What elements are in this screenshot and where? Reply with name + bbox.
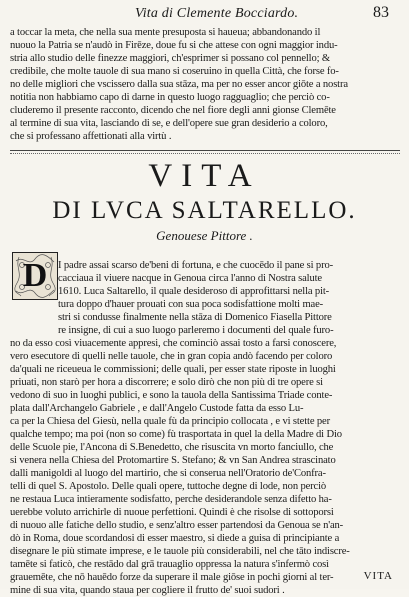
text-line: da'quali ne riceueua le commissioni; delle quali, per esser state riposte in luoghi [10, 364, 336, 375]
text-line: si venera nella Chiesa del Protomartire S. Stefano; & vn San Andrea strascinato [10, 455, 336, 466]
section-divider [10, 150, 400, 151]
text-line: no delle migliori che vscissero dalla sua stāza, ma per no esser ancor giōte a nostra [10, 79, 348, 90]
text-line: no da esso così viuacemente appresi, che cominciò assai tosto a farsi conoscere, [10, 338, 337, 349]
text-line: vedono di suo in luoghi publici, e sono la tauola della Santissima Triade conte- [10, 390, 333, 401]
text-line: nuouo la Patria se n'audò in Firēze, doue fu si che attese con ogni maggior indu- [10, 40, 338, 51]
text-line: re insigne, di cui a suo luogo parleremo i documenti del quale furo- [58, 325, 334, 336]
text-line: che si professano affettionati alla virtù . [10, 131, 172, 142]
text-line: ne restaua Luca intieramente sodisfatto, perche desiderandole senza difetto ha- [10, 494, 332, 505]
text-line: a toccar la meta, che nella sua mente presuposta si haueua; abbandonando il [10, 27, 321, 38]
text-line: mine di sua vita, quando staua per cogliere il frutto de' suoi sudori . [10, 585, 285, 596]
text-line: cacciaua il viuere nacque in Genoua circa l'anno di Nostra salute [58, 273, 322, 284]
text-line: plata dall'Archangelo Gabriele , e dall'Angelo Custode fatta da esso Lu- [10, 403, 304, 414]
text-line: vero esecutore di quelli nelle tauole, che in gran copia andò facendo per coloro [10, 351, 333, 362]
text-line: telli di quel S. Apostolo. Delle quali opere, tuttoche degne di lode, non perciò [10, 481, 327, 492]
text-line: grauemēte, che nō hauēdo forze da superare il male giōse in pochi giorni al ter- [10, 572, 334, 583]
text-line: tura doppo d'hauer prouati con sua poca sodisfattione molti mae- [58, 299, 324, 310]
text-line: ca per la Chiesa del Giesù, nella quale fù da principio collocata , e vi stette per [10, 416, 330, 427]
main-paragraph [10, 259, 396, 597]
drop-cap-letter: D [22, 257, 48, 294]
text-line: delle Scuole pie, l'Ancona di S.Benedetto, che risuscita vn morto fanciullo, che [10, 442, 334, 453]
text-line: qualche tempo; ma poi (non so come) fù trasportata in quel la della Madre di Dio [10, 429, 342, 440]
text-line: disegnare le più stimate imprese, e le tauole più considerabili, nel che tāto indiscre- [10, 546, 350, 557]
chapter-title: VITA [148, 158, 261, 194]
text-line: di nuouo alle fatiche dello studio, e senz'altro esser partendosi da Genoua se n'an- [10, 520, 344, 531]
chapter-subtitle: Genouese Pittore . [156, 228, 253, 243]
text-line: uerebbe voluto arrichirle di nuoue perfettioni. Quindi è che risolse di sottoporsi [10, 507, 334, 518]
text-line: dò in Roma, doue scordandosi di esser maestro, si diede a guisa di principiante a [10, 533, 340, 544]
chapter-subject: DI LVCA SALTARELLO. [52, 197, 357, 224]
section-divider-dotted [10, 153, 400, 154]
text-line: al termine di sua vita, lasciando di se, e dell'opere sue gran desiderio a coloro, [10, 118, 328, 129]
text-line: dalli manigoldi al luogo del martirio, che si conserua nell'Oratorio de'Confra- [10, 468, 326, 479]
page-header [0, 4, 409, 22]
text-line: I padre assai scarso de'beni di fortuna, e che cuocēdo il pane si pro- [58, 260, 333, 271]
text-line: 1610. Luca Saltarello, il quale desideroso di approfittarsi nella pit- [58, 286, 330, 297]
text-line: tamēte si faticò, che restādo dal grā trauaglio oppressa la natura s'infermò così [10, 559, 329, 570]
text-line: notitia non habbiamo capo di darne in questo luogo ragguaglio; che perciò co- [10, 92, 330, 103]
text-line: credibile, che molte tauole di sua mano si coseruino in quella Città, che forse fo- [10, 66, 339, 77]
page-number: 83 [373, 4, 389, 21]
text-line: priuati, non starò per hora a discorrere; e solo dirò che non più di tre opere si [10, 377, 323, 388]
top-paragraph [10, 26, 396, 143]
text-line: stri si condusse finalmente nella stāza di Domenico Fiasella Pittore [58, 312, 332, 323]
text-line: cluderemo il presente racconto, dicendo che nel fiore degli anni gionse Clemēte [10, 105, 336, 116]
catchword: VITA [363, 570, 393, 582]
running-title: Vita di Clemente Bocciardo. [135, 6, 299, 21]
text-line: stria allo studio delle finezze maggiori, ch'esprimer si possano col pennello; & [10, 53, 330, 64]
